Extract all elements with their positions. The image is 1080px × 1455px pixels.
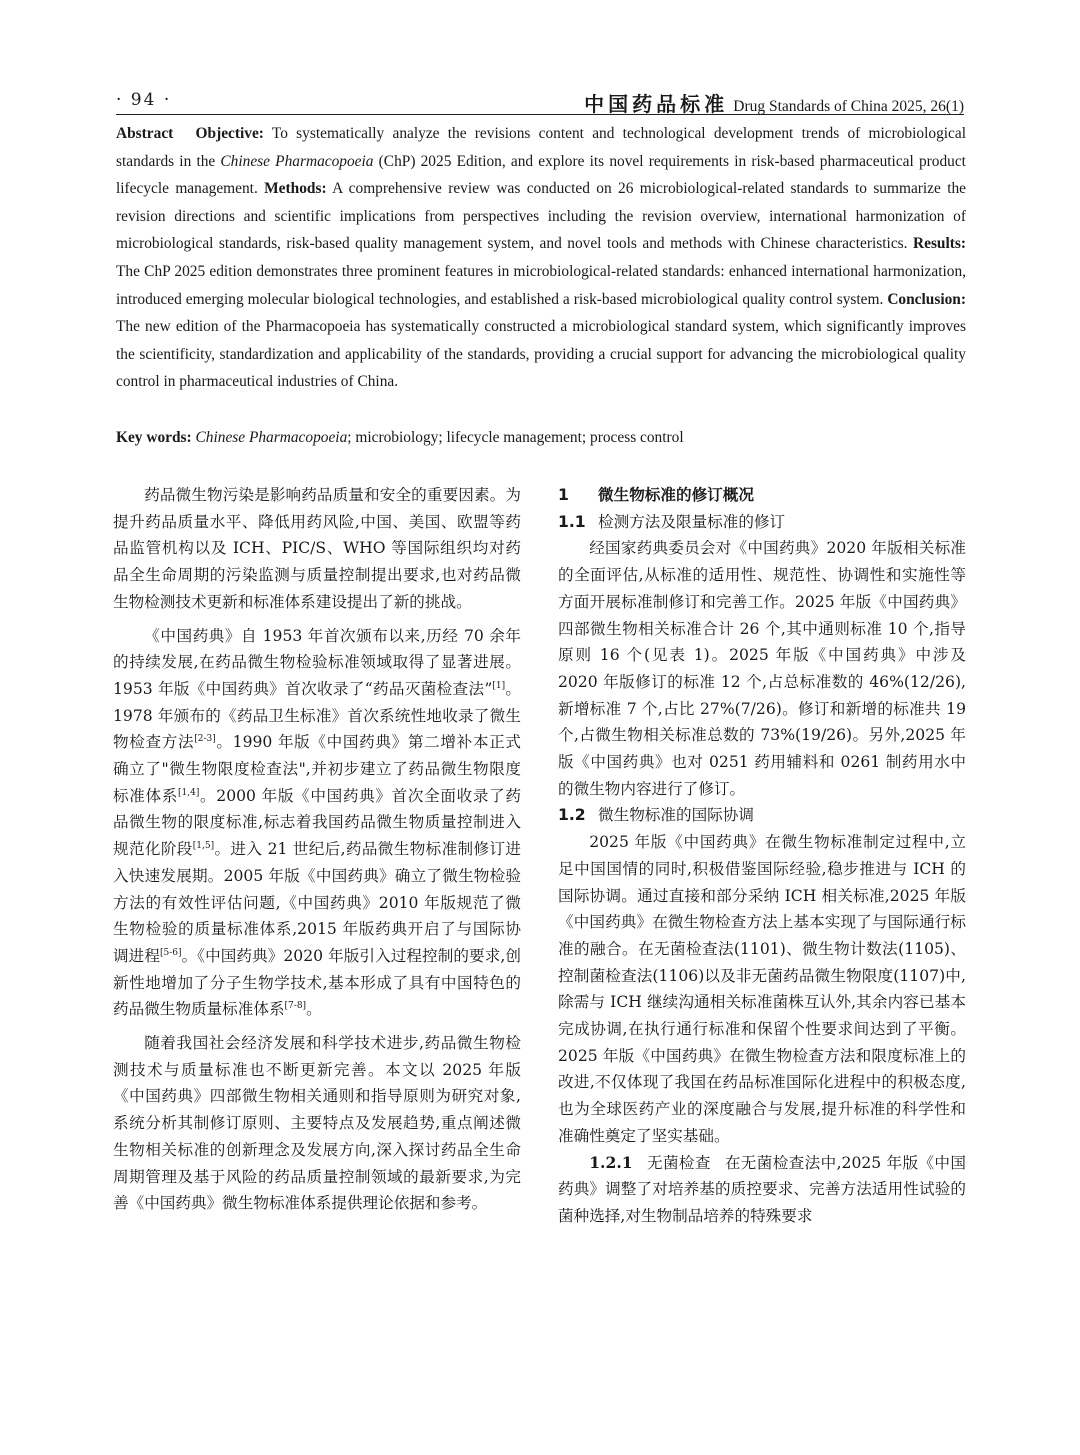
abstract-heading: Abstract — [116, 125, 174, 142]
intro-p2-text-e: 。进入 21 世纪后,药品微生物标准制修订进入快速发展期。2005 年版《中国药典》确立了微生物检验方法的有效性评估问题,《中国药典》2010 年版规范了微生物检验的质量标准体系,2015 年版药典开启了与国际协调进程 — [113, 840, 521, 965]
keywords-rest: ; microbiology; lifecycle management; process control — [347, 429, 684, 446]
subsection-heading-1-1 — [558, 509, 966, 536]
subsection-1-2-1 — [558, 1150, 966, 1230]
subsubsection-title: 无菌检查 — [646, 1153, 711, 1172]
conclusion-text: The new edition of the Pharmacopoeia has systematically constructed a microbiological standard system, which significantly improves the scientificity, standardization and applicability of the standards, providing a crucial support for advancing the microbiological quality control in pharmaceutical industries of China. — [116, 318, 966, 391]
methods-text: A comprehensive review was conducted on 26 microbiological-related standards to summarize the revision directions and scientific implications from perspectives including the revision overview, international harmonization of microbiological standards, risk-based quality management system, and novel tools and methods with Chinese characteristics. — [116, 180, 966, 253]
intro-p2-text-d: 。2000 年版《中国药典》首次全面收录了药品微生物的限度标准,标志着我国药品微生物质量控制进入规范化阶段 — [113, 786, 521, 859]
intro-p2-text-g: 。 — [306, 1000, 322, 1019]
running-header — [116, 86, 964, 115]
intro-paragraph-2 — [113, 623, 521, 1024]
subsection-title: 微生物标准的国际协调 — [598, 806, 754, 825]
right-column — [558, 482, 966, 1230]
keywords-label: Key words: — [116, 429, 192, 446]
results-text: The ChP 2025 edition demonstrates three prominent features in microbiological-related standards: enhanced international harmonization, introduced emerging molecular biological technologies, and established a risk-based microbiological quality control system. — [116, 262, 966, 308]
subsection-number: 1.1 — [558, 512, 586, 531]
intro-p2-text-c: 。1990 年版《中国药典》第二增补本正式确立了"微生物限度检查法",并初步建立了药品微生物限度标准体系 — [113, 733, 521, 805]
section-number: 1 — [558, 486, 569, 504]
subsection-number: 1.2 — [558, 806, 586, 825]
objective-book-title: Chinese Pharmacopoeia — [220, 152, 374, 170]
subsection-title: 检测方法及限量标准的修订 — [598, 512, 786, 531]
citation-ref: [2-3] — [194, 734, 216, 745]
intro-p2-text-f: 。《中国药典》2020 年版引入过程控制的要求,创新性地增加了分子生物学技术,基本形成了具有中国特色的药品微生物质量标准体系 — [113, 946, 521, 1019]
objective-text-b: (ChP) 2025 Edition, and explore its novel requirements in risk-based pharmaceutical product lifecycle management. — [116, 152, 966, 198]
abstract — [116, 120, 966, 396]
results-label: Results: — [913, 235, 967, 253]
section-title: 微生物标准的修订概况 — [598, 486, 754, 504]
citation-ref: [1] — [492, 680, 506, 691]
journal-title-en: Drug Standards of China 2025, 26(1) — [733, 98, 964, 115]
journal-title-zh: 中国药品标准 — [584, 92, 729, 116]
conclusion-label: Conclusion: — [887, 290, 966, 308]
section-1-2-1-text: 在无菌检查法中,2025 年版《中国药典》调整了对培养基的质控要求、完善方法适用性试验的菌种选择,对生物制品培养的特殊要求 — [558, 1153, 966, 1225]
citation-ref: [1,5] — [192, 840, 215, 851]
intro-paragraph-1: 药品微生物污染是影响药品质量和安全的重要因素。为提升药品质量水平、降低用药风险,中国、美国、欧盟等药品监管机构以及 ICH、PIC/S、WHO 等国际组织均对药品全生命周期的污染监测与质量控制提出要求,也对药品微生物检测技术更新和标准体系建设提出了新的挑战。 — [113, 486, 521, 611]
citation-ref: [5-6] — [159, 947, 182, 958]
left-column — [113, 482, 521, 1217]
section-1-1-paragraph: 经国家药典委员会对《中国药典》2020 年版相关标准的全面评估,从标准的适用性、规范性、协调性和实施性等方面开展标准制修订和完善工作。2025 年版《中国药典》四部微生物相关标准合计 26 个,其中通则标准 10 个,指导原则 16 个(见表 1)。2025 年版《中国药典》中涉及 2020 年版修订的标准 12 个,占总标准数的 46%(12/26),新增标准 7 个,占比 27%(7/26)。修订和新增的标准共 19 个,占微生物相关标准总数的 73%(19/26)。另外,2025 年版《中国药典》也对 0251 药用辅料和 0261 制药用水中的微生物内容进行了修订。 — [558, 539, 966, 798]
subsection-heading-1-2 — [558, 802, 966, 829]
page-number: · 94 · — [116, 90, 172, 110]
intro-p2-text-a: 《中国药典》自 1953 年首次颁布以来,历经 70 余年的持续发展,在药品微生物检验标准领域取得了显著进展。1953 年版《中国药典》首次收录了“药品灭菌检查法” — [113, 626, 521, 698]
citation-ref: [1,4] — [178, 787, 200, 798]
intro-paragraph-3: 随着我国社会经济发展和科学技术进步,药品微生物检测技术与质量标准也不断更新完善。本文以 2025 年版《中国药典》四部微生物相关通则和指导原则为研究对象,系统分析其制修订原则、主要特点及发展趋势,重点阐述微生物相关标准的创新理念及发展方向,深入探讨药品全生命周期管理及基于风险的药品质量控制领域的最新要求,为完善《中国药典》微生物标准体系提供理论依据和参考。 — [113, 1034, 521, 1213]
section-1-2-paragraph: 2025 年版《中国药典》在微生物标准制定过程中,立足中国国情的同时,积极借鉴国际经验,稳步推进与 ICH 的国际协调。通过直接和部分采纳 ICH 相关标准,2025 年版《中国药典》在微生物检查方法上基本实现了与国际通行标准的融合。在无菌检查法(1101)、微生物计数法(1105)、控制菌检查法(1106)以及非无菌药品微生物限度(1107)中,除需与 ICH 继续沟通相关标准菌株互认外,其余内容已基本完成协调,在执行通行标准和保留个性要求间达到了平衡。2025 年版《中国药典》在微生物检查方法和限度标准上的改进,不仅体现了我国在药品标准国际化进程中的积极态度,也为全球医药产业的深度融合与发展,提升标准的科学性和准确性奠定了坚实基础。 — [558, 833, 966, 1145]
section-heading-1 — [558, 482, 966, 509]
objective-text-a: To systematically analyze the revisions content and technological development trends of microbiological standards in the — [116, 125, 966, 170]
citation-ref: [7-8] — [284, 1001, 307, 1012]
intro-p2-text-b: 。1978 年颁布的《药品卫生标准》首次系统性地收录了微生物检查方法 — [113, 679, 521, 752]
methods-label: Methods: — [264, 180, 327, 198]
journal-title — [584, 88, 964, 117]
objective-label: Objective: — [195, 125, 264, 142]
keyword-first: Chinese Pharmacopoeia — [195, 429, 348, 446]
keywords — [116, 425, 966, 451]
subsubsection-number: 1.2.1 — [589, 1152, 633, 1172]
